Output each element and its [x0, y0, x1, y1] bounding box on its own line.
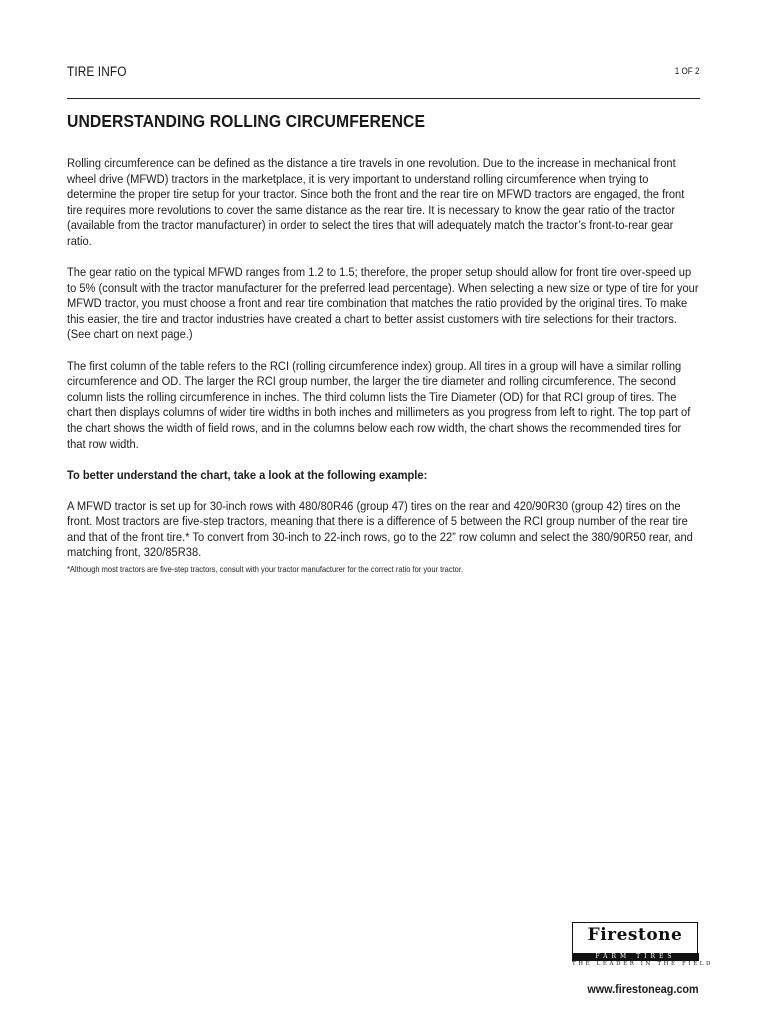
page-header	[67, 64, 700, 99]
paragraph-chart-explanation: The first column of the table refers to the RCI (rolling circumference index) group. All tires in a group will have a similar rolling circumference and OD. The larger the RCI group number, the larger the tire diameter and rolling circumference. The second column lists the rolling circumference in inches. The third column lists the Tire Diameter (OD) for that RCI group of tires. The chart then displays columns of wider tire widths in both inches and millimeters as you progress from left to right. The top part of the chart shows the width of field rows, and in the columns below each row width, the chart shows the recommended tires for that row width.	[67, 358, 691, 451]
logo-brand: Firestone	[587, 925, 683, 945]
firestone-logo	[572, 922, 714, 967]
logo-frame	[572, 922, 698, 954]
page-indicator: 1 OF 2	[675, 66, 700, 76]
example-paragraph: A MFWD tractor is set up for 30-inch rows with 480/80R46 (group 47) tires on the rear and 420/90R30 (group 42) tires on the front. Most tractors are five-step tractors, meaning that there is a difference of 5 between the RCI group number of the rear tire and that of the front tire.* To convert from 30-inch to 22-inch rows, go to the 22” row column and select the 380/90R50 rear, and matching front, 320/85R38.	[67, 498, 693, 560]
page-title: UNDERSTANDING ROLLING CIRCUMFERENCE	[67, 111, 426, 131]
paragraph-definition: Rolling circumference can be defined as the distance a tire travels in one revolution. Due to the increase in mechanical front wheel drive (MFWD) tractors in the marketplace, it is very important to understand rolling circumference when trying to determine the proper tire setup for your tractor. Since both the front and the rear tire on MFWD tractors are engaged, the front tire requires more revolutions to cover the same distance as the rear tire. It is necessary to know the gear ratio of the tractor (available from the tractor manufacturer) in order to select the tires that will adequately match the tractor’s front-to-rear gear ratio.	[67, 156, 685, 248]
paragraph-gear-ratio: The gear ratio on the typical MFWD ranges from 1.2 to 1.5; therefore, the proper setup should allow for front tire over-speed up to 5% (consult with the tractor manufacturer for the preferred lead percentage). When selecting a new size or type of tire for your MFWD tractor, you must choose a front and rear tire combination that matches the ratio provided by the original tires. To make this easier, the tire and tractor industries have created a chart to better assist customers with tire selections for their tractors. (See chart on next page.)	[67, 265, 699, 342]
footnote: *Although most tractors are five-step tractors, consult with your tractor manufacturer for the correct ratio for your tractor.	[67, 564, 464, 575]
website-link[interactable]: www.firestoneag.com	[587, 982, 699, 996]
logo-subline: FARM TIRES	[572, 953, 699, 961]
logo-tagline: THE LEADER IN THE FIELD	[572, 961, 714, 967]
article-body	[67, 156, 701, 575]
example-heading: To better understand the chart, take a look at the following example:	[67, 467, 428, 482]
section-label: TIRE INFO	[67, 64, 127, 79]
